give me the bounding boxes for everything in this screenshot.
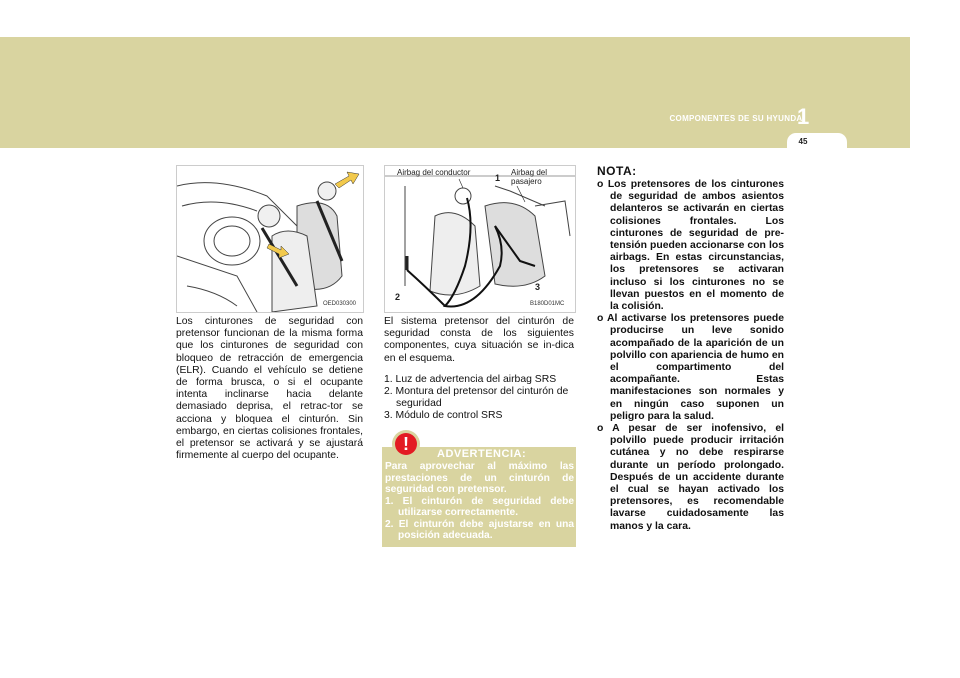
nota-list <box>597 179 784 533</box>
header-band <box>0 37 910 148</box>
warning-list <box>385 496 574 542</box>
list-item: o A pesar de ser inofensivo, el polvillo puede producir irritación cutánea y no debe respirarse durante un período prolongado. Después de un accidente durante el cual se hayan activado los pretensores, es recomendable lavarse cuidadosamente las manos y la cara. <box>597 423 784 532</box>
nota-text <box>597 179 784 533</box>
exclamation-icon: ! <box>395 433 417 455</box>
components-list <box>384 374 574 423</box>
passenger-airbag-label-line2: pasajero <box>511 177 542 186</box>
chapter-number: 1 <box>797 104 810 129</box>
callout-1: 1 <box>495 173 501 183</box>
warning-title: ADVERTENCIA: <box>437 448 527 460</box>
figure-code: B180D01MC <box>530 301 565 307</box>
driver-airbag-label: Airbag del conductor <box>397 168 471 177</box>
list-item: 1. Luz de advertencia del airbag SRS <box>384 373 557 385</box>
list-item: 3. Módulo de control SRS <box>384 410 503 422</box>
column2-text <box>384 316 574 423</box>
list-item: 2. El cinturón debe ajustarse en una posición adecuada. <box>385 518 574 541</box>
warning-text <box>385 461 574 542</box>
pretensioner-diagram <box>384 165 576 313</box>
list-item: 2. Montura del pretensor del cinturón de seguridad <box>384 386 569 410</box>
chapter-title: COMPONENTES DE SU HYUNDAI <box>669 114 805 123</box>
figure-code: OED030300 <box>323 301 357 307</box>
seatbelt-illustration <box>176 165 364 313</box>
list-item: o Al activarse los pretensores puede producirse un leve sonido acompañado de la aparición de un polvillo con apariencia de humo en el compartimento del acompañante. Estas manifestaciones son normales y en ningún caso suponen un peligro para la salud. <box>597 313 784 422</box>
pretensioner-drawing <box>385 166 575 312</box>
column2-paragraph: El sistema pretensor del cinturón de seguridad consta de los siguientes componentes, cuya situación se in-dica en el esquema. <box>384 316 574 364</box>
callout-3: 3 <box>535 282 541 292</box>
passenger-airbag-label-line1: Airbag del <box>511 168 548 177</box>
list-item: o Los pretensores de los cinturones de seguridad de ambos asientos delanteros se activarán en ciertas colisiones frontales. Los cinturones de seguridad de pre-tensión pueden accionarse con los airbags. En estas circunstancias, los pretensores se activaran incluso si los cinturones no se llevan puestos en el momento de la colisión. <box>597 179 784 313</box>
list-item: 1. El cinturón de seguridad debe utilizarse correctamente. <box>385 495 574 518</box>
page-number: 45 <box>798 137 808 146</box>
callout-2: 2 <box>395 292 401 302</box>
warning-intro: Para aprovechar al máximo las prestaciones de un cinturón de seguridad con pretensor. <box>385 461 574 495</box>
column1-paragraph: Los cinturones de seguridad con pretensor funcionan de la misma forma que los cinturones de seguridad con bloqueo de retracción de emergencia (ELR). Cuando el vehículo se detiene de forma brusca, o si el ocupante intenta inclinarse hacia delante demasiado deprisa, el retrac-tor se acciona y bloquea el cinturón. Sin embargo, en ciertas colisiones frontales, el pretensor se activará y se ajustará firmemente al cuerpo del ocupante. <box>176 316 363 462</box>
seatbelt-drawing <box>177 166 363 312</box>
nota-title: NOTA: <box>597 164 637 178</box>
